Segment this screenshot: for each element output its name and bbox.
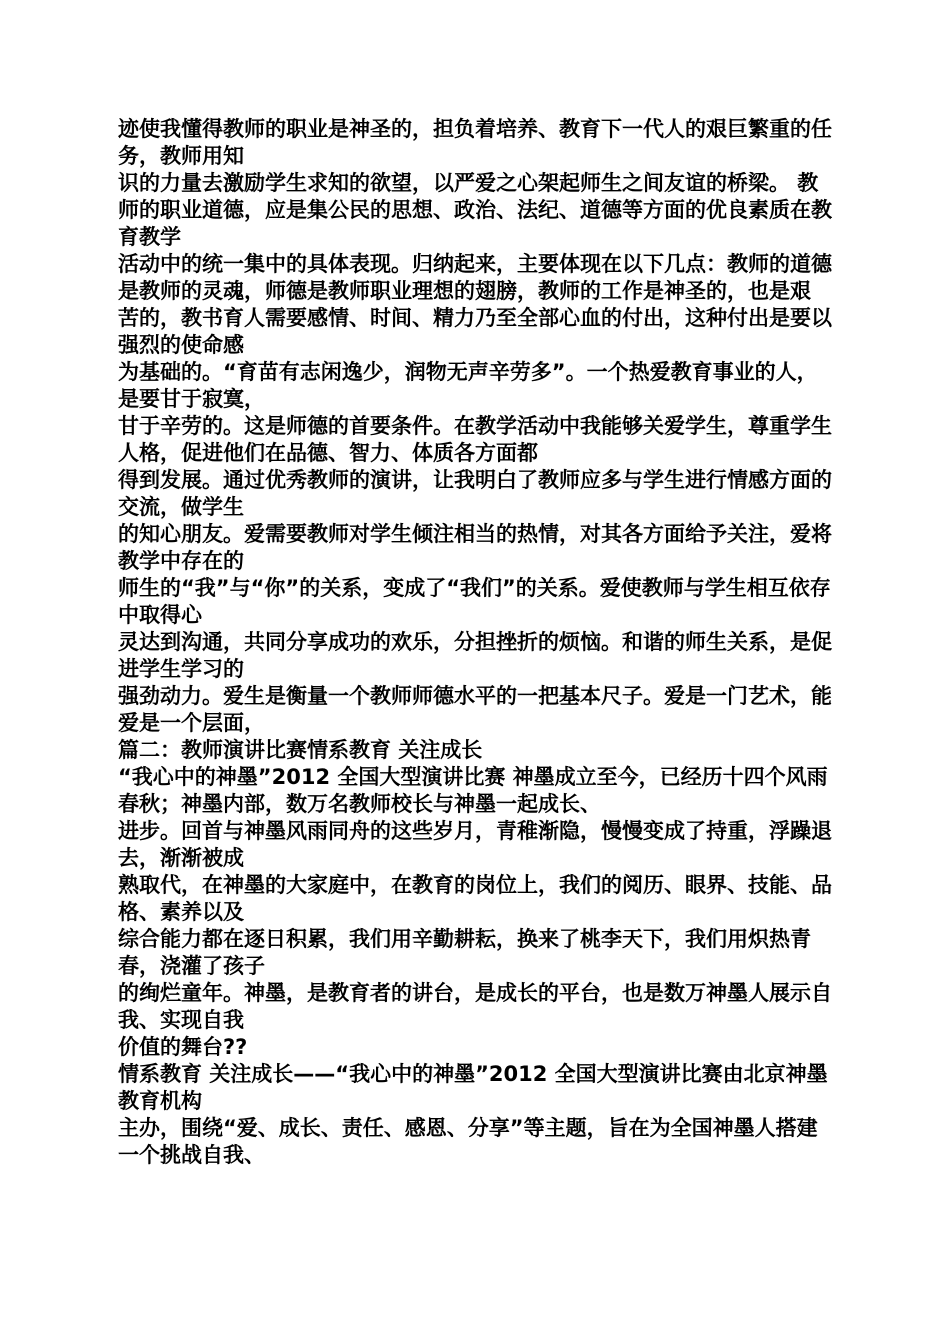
paragraph-1: 迹使我懂得教师的职业是神圣的，担负着培养、教育下一代人的艰巨繁重的任务，教师用知 <box>118 117 832 168</box>
paragraph-2: 识的力量去激励学生求知的欲望，以严爱之心架起师生之间友谊的桥梁。 教师的职业道德，应是集公民的思想、政治、法纪、道德等方面的优良素质在教育教学 <box>118 171 832 249</box>
paragraph-5: 为基础的。“育苗有志闲逸少，润物无声辛劳多”。一个热爱教育事业的人，是要甘于寂寞， <box>118 360 818 411</box>
paragraph-11: 强劲动力。爱生是衡量一个教师师德水平的一把基本尺子。爱是一门艺术，能爱是一个层面， <box>118 684 832 735</box>
paragraph-8: 的知心朋友。爱需要教师对学生倾注相当的热情，对其各方面给予关注，爱将教学中存在的 <box>118 522 832 573</box>
paragraph-6: 甘于辛劳的。这是师德的首要条件。在教学活动中我能够关爱学生，尊重学生人格，促进他们在品德、智力、体质各方面都 <box>118 414 832 465</box>
paragraph-14: 进步。回首与神墨风雨同舟的这些岁月，青稚渐隐，慢慢变成了持重，浮躁退去，渐渐被成 <box>118 819 832 870</box>
paragraph-13: “我心中的神墨”2012 全国大型演讲比赛 神墨成立至今，已经历十四个风雨春秋；神墨内部，数万名教师校长与神墨一起成长、 <box>118 765 828 816</box>
paragraph-9: 师生的“我”与“你”的关系，变成了“我们”的关系。爱使教师与学生相互依存中取得心 <box>118 576 831 627</box>
paragraph-19: 情系教育 关注成长——“我心中的神墨”2012 全国大型演讲比赛由北京神墨教育机构 <box>118 1062 828 1113</box>
paragraph-17: 的绚烂童年。神墨，是教育者的讲台，是成长的平台，也是数万神墨人展示自我、实现自我 <box>118 981 832 1032</box>
paragraph-4: 苦的，教书育人需要感情、时间、精力乃至全部心血的付出，这种付出是要以强烈的使命感 <box>118 306 832 357</box>
paragraph-18: 价值的舞台?? <box>118 1035 248 1059</box>
document-body <box>118 116 838 1169</box>
section-heading: 篇二：教师演讲比赛情系教育 关注成长 <box>118 738 483 762</box>
paragraph-7: 得到发展。通过优秀教师的演讲，让我明白了教师应多与学生进行情感方面的交流，做学生 <box>118 468 832 519</box>
paragraph-15: 熟取代，在神墨的大家庭中，在教育的岗位上，我们的阅历、眼界、技能、品格、素养以及 <box>118 873 832 924</box>
paragraph-3: 活动中的统一集中的具体表现。归纳起来，主要体现在以下几点：教师的道德是教师的灵魂，师德是教师职业理想的翅膀，教师的工作是神圣的，也是艰 <box>118 252 832 303</box>
paragraph-20: 主办，围绕“爱、成长、责任、感恩、分享”等主题，旨在为全国神墨人搭建一个挑战自我、 <box>118 1116 818 1167</box>
paragraph-10: 灵达到沟通，共同分享成功的欢乐，分担挫折的烦恼。和谐的师生关系，是促进学生学习的 <box>118 630 832 681</box>
paragraph-16: 综合能力都在逐日积累，我们用辛勤耕耘，换来了桃李天下，我们用炽热青春，浇灌了孩子 <box>118 927 811 978</box>
